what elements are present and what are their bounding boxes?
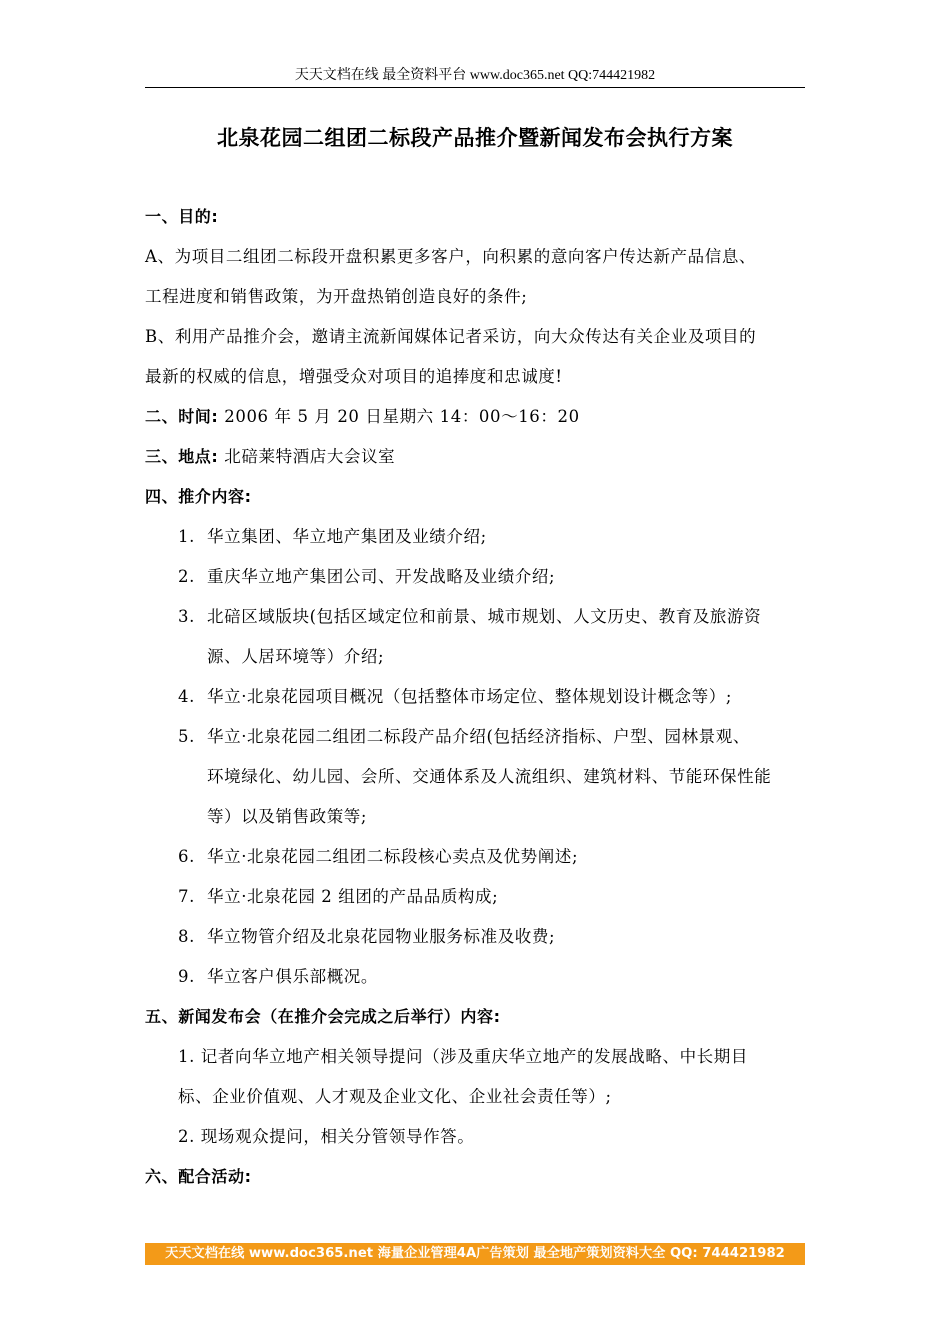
section-time — [145, 406, 580, 428]
section-heading-activities: 六、配合活动: — [145, 1167, 252, 1186]
list-item — [178, 726, 750, 748]
footer-banner: 天天文档在线 www.doc365.net 海量企业管理4A广告策划 最全地产策划资料大全 QQ: 744421982 — [145, 1243, 805, 1265]
section-location — [145, 446, 395, 468]
list-item-text: 华立·北泉花园 2 组团的产品品质构成; — [207, 887, 499, 906]
list-item-number: 4. — [178, 687, 195, 706]
document-title: 北泉花园二组团二标段产品推介暨新闻发布会执行方案 — [217, 126, 733, 150]
list-item-text: 华立·北泉花园二组团二标段产品介绍(包括经济指标、户型、园林景观、 — [207, 727, 750, 746]
list-item-number: 8. — [178, 927, 195, 946]
section-heading-press: 五、新闻发布会（在推介会完成之后举行）内容: — [145, 1007, 501, 1026]
list-item-text: 华立·北泉花园二组团二标段核心卖点及优势阐述; — [207, 847, 579, 866]
list-item-continuation: 环境绿化、幼儿园、会所、交通体系及人流组织、建筑材料、节能环保性能 — [207, 767, 772, 786]
list-item-number: 3. — [178, 607, 195, 626]
list-item — [178, 886, 498, 908]
page-header: 天天文档在线 最全资料平台 www.doc365.net QQ:744421982 — [294, 68, 656, 83]
section-heading-content: 四、推介内容: — [145, 487, 252, 506]
time-value: 2006 年 5 月 20 日星期六 14：00～16：20 — [224, 407, 580, 426]
section-heading-time: 二、时间: — [145, 407, 219, 426]
list-item-text: 重庆华立地产集团公司、开发战略及业绩介绍; — [207, 567, 556, 586]
location-value: 北碚莱特酒店大会议室 — [224, 447, 396, 466]
paragraph-line: B、利用产品推介会，邀请主流新闻媒体记者采访，向大众传达有关企业及项目的 — [145, 327, 757, 346]
list-item-text: 华立集团、华立地产集团及业绩介绍; — [207, 527, 487, 546]
paragraph-line: 1. 记者向华立地产相关领导提问（涉及重庆华立地产的发展战略、中长期目 — [178, 1047, 748, 1066]
list-item-text: 华立·北泉花园项目概况（包括整体市场定位、整体规划设计概念等）; — [207, 687, 733, 706]
list-item-number: 5. — [178, 727, 195, 746]
list-item — [178, 846, 578, 868]
paragraph-line: 2. 现场观众提问，相关分管领导作答。 — [178, 1127, 475, 1146]
list-item-number: 7. — [178, 887, 195, 906]
list-item-number: 6. — [178, 847, 195, 866]
list-item — [178, 926, 555, 948]
header-rule — [145, 87, 805, 88]
section-heading-location: 三、地点: — [145, 447, 219, 466]
list-item — [178, 686, 732, 708]
list-item-continuation: 等）以及销售政策等; — [207, 807, 368, 826]
section-heading-purpose: 一、目的: — [145, 207, 219, 226]
paragraph-line: 工程进度和销售政策，为开盘热销创造良好的条件; — [145, 287, 528, 306]
list-item — [178, 566, 555, 588]
list-item-number: 9. — [178, 967, 195, 986]
list-item-text: 北碚区域版块(包括区域定位和前景、城市规划、人文历史、教育及旅游资 — [207, 607, 762, 626]
paragraph-line: 标、企业价值观、人才观及企业文化、企业社会责任等）; — [178, 1087, 612, 1106]
list-item — [178, 526, 487, 548]
list-item-number: 1. — [178, 527, 195, 546]
list-item-text: 华立物管介绍及北泉花园物业服务标准及收费; — [207, 927, 556, 946]
list-item — [178, 606, 761, 628]
list-item-number: 2. — [178, 567, 195, 586]
list-item-text: 华立客户俱乐部概况。 — [207, 967, 378, 986]
list-item — [178, 966, 378, 988]
list-item-continuation: 源、人居环境等）介绍; — [207, 647, 385, 666]
paragraph-line: A、为项目二组团二标段开盘积累更多客户，向积累的意向客户传达新产品信息、 — [145, 247, 757, 266]
paragraph-line: 最新的权威的信息，增强受众对项目的追捧度和忠诚度! — [145, 367, 563, 386]
